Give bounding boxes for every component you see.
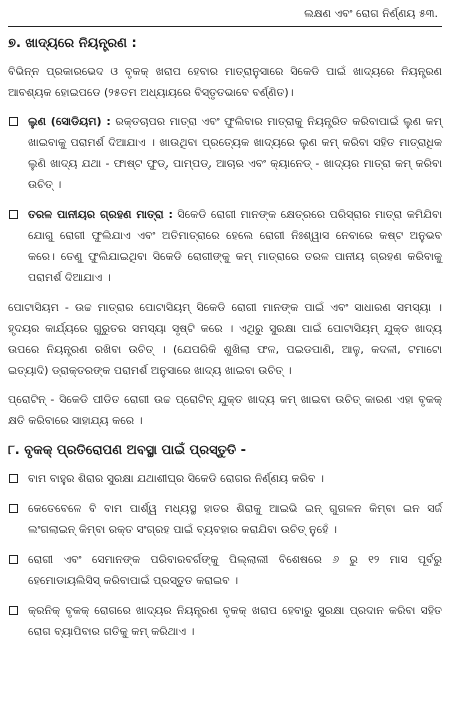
item-lead: ତରଳ ପାନୀୟର ଗ୍ରହଣ ମାତ୍ରା : bbox=[28, 208, 173, 221]
page-header bbox=[8, 6, 442, 27]
item-text: ରୋଗୀ ଏବଂ ସେମାନଙ୍କ ପରିବାରବର୍ଗଙ୍କୁ ପିଲ୍ଲାଲୀ ବିଶେଷରେ ୬ ରୁ ୧୨ ମାସ ପୂର୍ବରୁ ହେମୋଡାୟଲିସିସ୍ କରିବାପାଇଁ ପ୍ରସ୍ତୁତ କରାଇବ । bbox=[28, 553, 442, 587]
checkbox-bullet-icon bbox=[9, 606, 18, 615]
section-7-heading: ୭. ଖାଦ୍ୟରେ ନିୟନ୍ତ୍ରଣ : bbox=[8, 36, 137, 51]
checkbox-bullet-icon bbox=[9, 210, 18, 219]
item-text: ରକ୍ତଚାପର ମାତ୍ରା ଏବଂ ଫୁଲିବାର ମାତ୍ରାକୁ ନିୟନ୍ତ୍ରିତ କରିବାପାଇଁ ଲୁଣ କମ୍ ଖାଇବାକୁ ପରାମର୍ଶ ଦିଆଯାଏ । ଖାଉଥିବା ପ୍ରତ୍ୟେକ ଖାଦ୍ୟରେ ଲୁଣ କମ୍ କରିବା ସହିତ ମାତ୍ରାଧିକ ଲୁଣି ଖାଦ୍ୟ ଯଥା - ଫାଷ୍ଟ ଫୁଡ୍, ପାମ୍ପଡ୍, ଆଚାର ଏବଂ କ୍ୟାନେଡ୍ - ଖାଦ୍ୟର ମାତ୍ରା କମ୍ କରିବା ଉଚିତ୍ । bbox=[28, 115, 442, 191]
list-item-salt bbox=[8, 111, 442, 195]
checkbox-bullet-icon bbox=[9, 474, 18, 483]
list-item-fluid-intake bbox=[8, 204, 442, 288]
potassium-paragraph: ପୋଟାସିୟମ - ଉଚ୍ଚ ମାତ୍ରାର ପୋଟାସିୟମ୍ ସିକେଡି ରୋଗୀ ମାନଙ୍କ ପାଇଁ ଏବଂ ସାଧାରଣ ସମସ୍ୟା । ହୃଦୟର କାର୍ଯ୍ୟରେ ଗୁରୁତର ସମସ୍ୟା ସୃଷ୍ଟି କରେ । ଏଥିରୁ ସୁରକ୍ଷା ପାଇଁ ପୋଟାସିୟମ୍ ଯୁକ୍ତ ଖାଦ୍ୟ ଉପରେ ନିୟନ୍ତ୍ରଣ ରଖିବା ଉଚିତ୍ । (ଯେପରିକି ଶୁଖିଲା ଫଳ, ପଇଡପାଣି, ଆଳୁ, କଦଳୀ, ଟମାଟୋ ଇତ୍ୟାଦି) ଡ୍ରାକ୍ତରଙ୍କ ପରାମର୍ଶ ଅନୁସାରେ ଖାଦ୍ୟ ଖାଇବା ଉଚିତ୍ । bbox=[8, 301, 442, 377]
list-item bbox=[8, 468, 442, 489]
page-body bbox=[8, 36, 442, 651]
list-item bbox=[8, 549, 442, 591]
item-text: କ୍ରନିକ୍ ବୃକକ୍ ରୋଗରେ ଖାଦ୍ୟର ନିୟନ୍ତ୍ରଣ ବୃକକ୍ ଖରାପ ହେବାରୁ ସୁରକ୍ଷା ପ୍ରଦାନ କରିବା ସହିତ ରୋଗ ବ୍ୟାପିବାର ଗତିକୁ କମ୍ କରିଥାଏ । bbox=[28, 604, 442, 638]
checkbox-bullet-icon bbox=[9, 555, 18, 564]
item-text: କେତେବେଳେ ବି ବାମ ପାର୍ଶ୍ୱ ମଧ୍ୟସ୍ଥ ହାତର ଶିରାକୁ ଆଇଭି ଇନ୍ ଗୁଗଳନ କିମ୍ବା ଇନ ସର୍ଜ ଲଂଗଲାଇନ୍ କିମ୍ବା ରକ୍ତ ସଂଗ୍ରହ ପାଇଁ ବ୍ୟବହାର କରାଯିବା ଉଚିତ୍ ନୁହେଁ । bbox=[28, 502, 442, 536]
section-7-intro: ବିଭିନ୍ନ ପ୍ରକାରଭେଦ ଓ ବୃକକ୍ ଖରାପ ହେବାର ମାତ୍ରାନୁସାରେ ସିକେଡି ପାଇଁ ଖାଦ୍ୟରେ ନିୟନ୍ତ୍ରଣ ଆବଶ୍ୟକ ହୋଇପଡେ (୨୫ତମ ଅଧ୍ୟାୟରେ ବିସ୍ତୃତଭାବେ ବର୍ଣ୍ଣିତ)। bbox=[8, 65, 442, 99]
checkbox-bullet-icon bbox=[9, 117, 18, 126]
item-text: ସିକେଡି ରୋଗୀ ମାନଙ୍କ କ୍ଷେତ୍ରରେ ପରିସ୍ରାର ମାତ୍ରା କମିଯିବା ଯୋଗୁ ରୋଗୀ ଫୁଲିଯାଏ ଏବଂ ଅତିମାତ୍ରାରେ ହେଲେ ରୋଗୀ ନିଃଶ୍ୱାସ ନେବାରେ କଷ୍ଟ ଅନୁଭବ କରେ। ତେଣୁ ଫୁଲିଯାଇଥିବା ସିକେଡି ରୋଗୀଙ୍କୁ କମ୍ ମାତ୍ରାରେ ତରଳ ପାନୀୟ ଗ୍ରହଣ କରିବାକୁ ପରାମର୍ଶ ଦିଆଯାଏ । bbox=[28, 208, 442, 284]
item-lead: ଲୁଣ (ସୋଡିୟମ) : bbox=[28, 115, 111, 128]
protein-paragraph: ପ୍ରୋଟିନ୍ - ସିକେଡି ପୀଡିତ ରୋଗୀ ଉଚ୍ଚ ପ୍ରୋଟିନ୍ ଯୁକ୍ତ ଖାଦ୍ୟ କମ୍ ଖାଇବା ଉଚିତ୍ କାରଣ ଏହା ବୃକକ୍ କ୍ଷତି କରିବାରେ ସାହାଯ୍ୟ କରେ । bbox=[8, 393, 442, 427]
list-item bbox=[8, 498, 442, 540]
list-item bbox=[8, 600, 442, 642]
section-8-heading: ୮. ବୃକକ୍ ପ୍ରତିରୋପଣ ଅବସ୍ଥା ପାଇଁ ପ୍ରସ୍ତୁତି - bbox=[8, 443, 247, 458]
item-text: ବାମ ବାହୁର ଶିରାର ସୁରକ୍ଷା ଯଥାଶୀଘ୍ର ସିକେଡି ରୋଗର ନିର୍ଣ୍ଣୟ କରିବ । bbox=[28, 472, 324, 485]
checkbox-bullet-icon bbox=[9, 504, 18, 513]
running-title: ଲକ୍ଷଣ ଏବଂ ରୋଗ ନିର୍ଣ୍ଣୟ ୫୩. bbox=[304, 7, 438, 20]
